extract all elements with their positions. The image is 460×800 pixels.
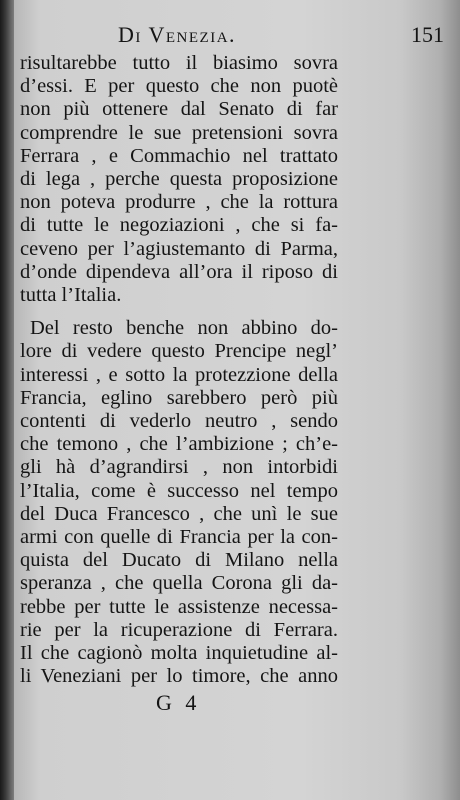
- paragraph-1: [20, 52, 338, 307]
- gutter-shadow: [0, 0, 14, 800]
- page-header: [20, 22, 450, 52]
- text-line: non poteva produrre , che la rottura: [20, 191, 338, 214]
- text-line: di lega , perche questa proposizione: [20, 168, 338, 191]
- page-number: 151: [411, 22, 444, 47]
- text-line: rebbe per tutte le assistenze necessa-: [20, 595, 338, 618]
- text-line: ceveno per l’agiustemanto di Parma,: [20, 237, 338, 260]
- text-line: Del resto benche non abbino do-: [30, 317, 338, 340]
- text-line: quista del Ducato di Milano nella: [20, 549, 338, 572]
- paragraph-gap: [20, 307, 338, 317]
- running-head: Di Venezia.: [118, 22, 237, 47]
- text-line: d’onde dipendeva all’ora il riposo di: [20, 260, 338, 283]
- signature-mark: G 4: [156, 690, 201, 715]
- text-line: risultarebbe tutto il biasimo sovra: [20, 52, 338, 74]
- text-line: di tutte le negoziazioni , che si fa-: [20, 214, 338, 237]
- text-line: l’Italia, come è successo nel tempo: [20, 479, 338, 502]
- text-line: rie per la ricuperazione di Ferrara.: [20, 618, 338, 641]
- text-line: contenti di vederlo neutro , sendo: [20, 410, 338, 433]
- text-line: lore di vedere questo Prencipe negl’: [20, 340, 338, 363]
- text-line: speranza , che quella Corona gli da-: [20, 572, 338, 595]
- paragraph-2: [20, 317, 338, 688]
- text-line: li Veneziani per lo timore, che anno: [20, 665, 338, 688]
- text-line: d’essi. E per questo che non puotè: [20, 75, 338, 98]
- text-line: Francia, eglino sarebbero però più: [20, 386, 338, 409]
- text-line: armi con quelle di Francia per la con-: [20, 526, 338, 549]
- body-text: [20, 52, 338, 688]
- text-line: non più ottenere dal Senato di far: [20, 98, 338, 121]
- text-line: gli hà d’agrandirsi , non intorbidi: [20, 456, 338, 479]
- text-line: tutta l’Italia.: [20, 284, 122, 307]
- text-line: Il che cagionò molta inquietudine al-: [20, 642, 338, 665]
- text-line: interessi , e sotto la protezzione della: [20, 363, 338, 386]
- text-line: del Duca Francesco , che unì le sue: [20, 502, 338, 525]
- text-line: comprendre le sue pretensioni sovra: [20, 121, 338, 144]
- text-line: che temono , che l’ambizione ; ch’e-: [20, 433, 338, 456]
- text-line: Ferrara , e Commachio nel trattato: [20, 144, 338, 167]
